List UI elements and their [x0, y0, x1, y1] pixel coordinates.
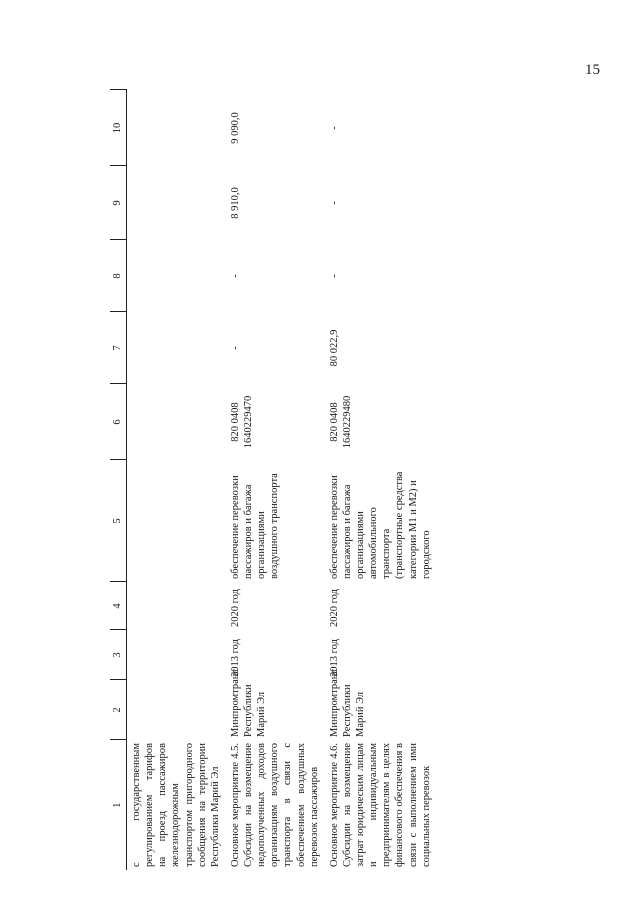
header-col-2: 2: [110, 680, 127, 740]
cell-description: Основное мероприятие 4.6. Субсидии на возмещение затрат юридическим лицам и индивидуальным предпринимателям в целях финансового обеспечения в связи с выполнением ими социальных перевозок: [328, 743, 432, 867]
cell-code: 820 0408 1640229480: [328, 395, 353, 449]
cell-executor: Минпромтранс Республики Марий Эл: [328, 668, 366, 737]
header-col-9: 9: [110, 166, 127, 240]
cell-code: 820 0408 1640229470: [229, 395, 254, 449]
cell-value-7: 80 022,9: [328, 329, 340, 367]
header-col-6: 6: [110, 384, 127, 460]
header-col-10: 10: [110, 90, 127, 166]
cell-description: с государственным регулированием тарифов на проезд пассажиров железнодорожным транспортом пригородного сообщения на территории Республики Марий Эл: [131, 743, 221, 867]
cell-code: [127, 384, 226, 460]
table-row: [127, 90, 226, 870]
cell-value-9: -: [328, 201, 340, 205]
rotated-table-area: [110, 90, 595, 870]
cell-executor: [127, 680, 226, 740]
cell-start-year: 2013 год: [229, 639, 241, 677]
cell-description: Основное мероприятие 4.5. Субсидии на возмещение недополученных доходов организациям воздушного транспорта в связи с обеспечением воздушных перевозок пассажиров: [229, 743, 320, 867]
cell-value-10: [127, 90, 226, 166]
cell-value-8: -: [328, 274, 340, 278]
cell-result: обеспечение перевозки пассажиров и багажа организациями автомобильного транспорта (транспортные средства категории М1 и М2) и городского: [328, 471, 432, 579]
header-col-4: 4: [110, 582, 127, 630]
cell-start-year: 2013 год: [328, 639, 340, 677]
header-col-8: 8: [110, 240, 127, 312]
cell-end-year: 2020 год: [229, 589, 241, 627]
cell-executor: Минпромтранс Республики Марий Эл: [229, 668, 268, 737]
cell-end-year: 2020 год: [328, 589, 340, 627]
cell-value-8: [127, 240, 226, 312]
cell-value-10: -: [328, 126, 340, 130]
header-col-5: 5: [110, 460, 127, 582]
header-row: [110, 90, 127, 870]
cell-value-10: 9 090,0: [229, 112, 241, 144]
cell-result: [127, 460, 226, 582]
cell-value-9: [127, 166, 226, 240]
header-col-3: 3: [110, 630, 127, 680]
program-table: [110, 90, 437, 871]
table-row: [325, 90, 437, 870]
cell-end-year: [127, 582, 226, 630]
cell-start-year: [127, 630, 226, 680]
cell-value-7: -: [229, 346, 241, 350]
cell-result: обеспечение перевозки пассажиров и багажа организациями воздушного транспорта: [229, 473, 281, 579]
header-col-1: 1: [110, 740, 127, 870]
page-number: 15: [585, 62, 600, 78]
header-col-7: 7: [110, 312, 127, 384]
table-row: [226, 90, 325, 870]
cell-value-9: 8 910,0: [229, 187, 241, 219]
cell-value-8: -: [229, 274, 241, 278]
cell-value-7: [127, 312, 226, 384]
